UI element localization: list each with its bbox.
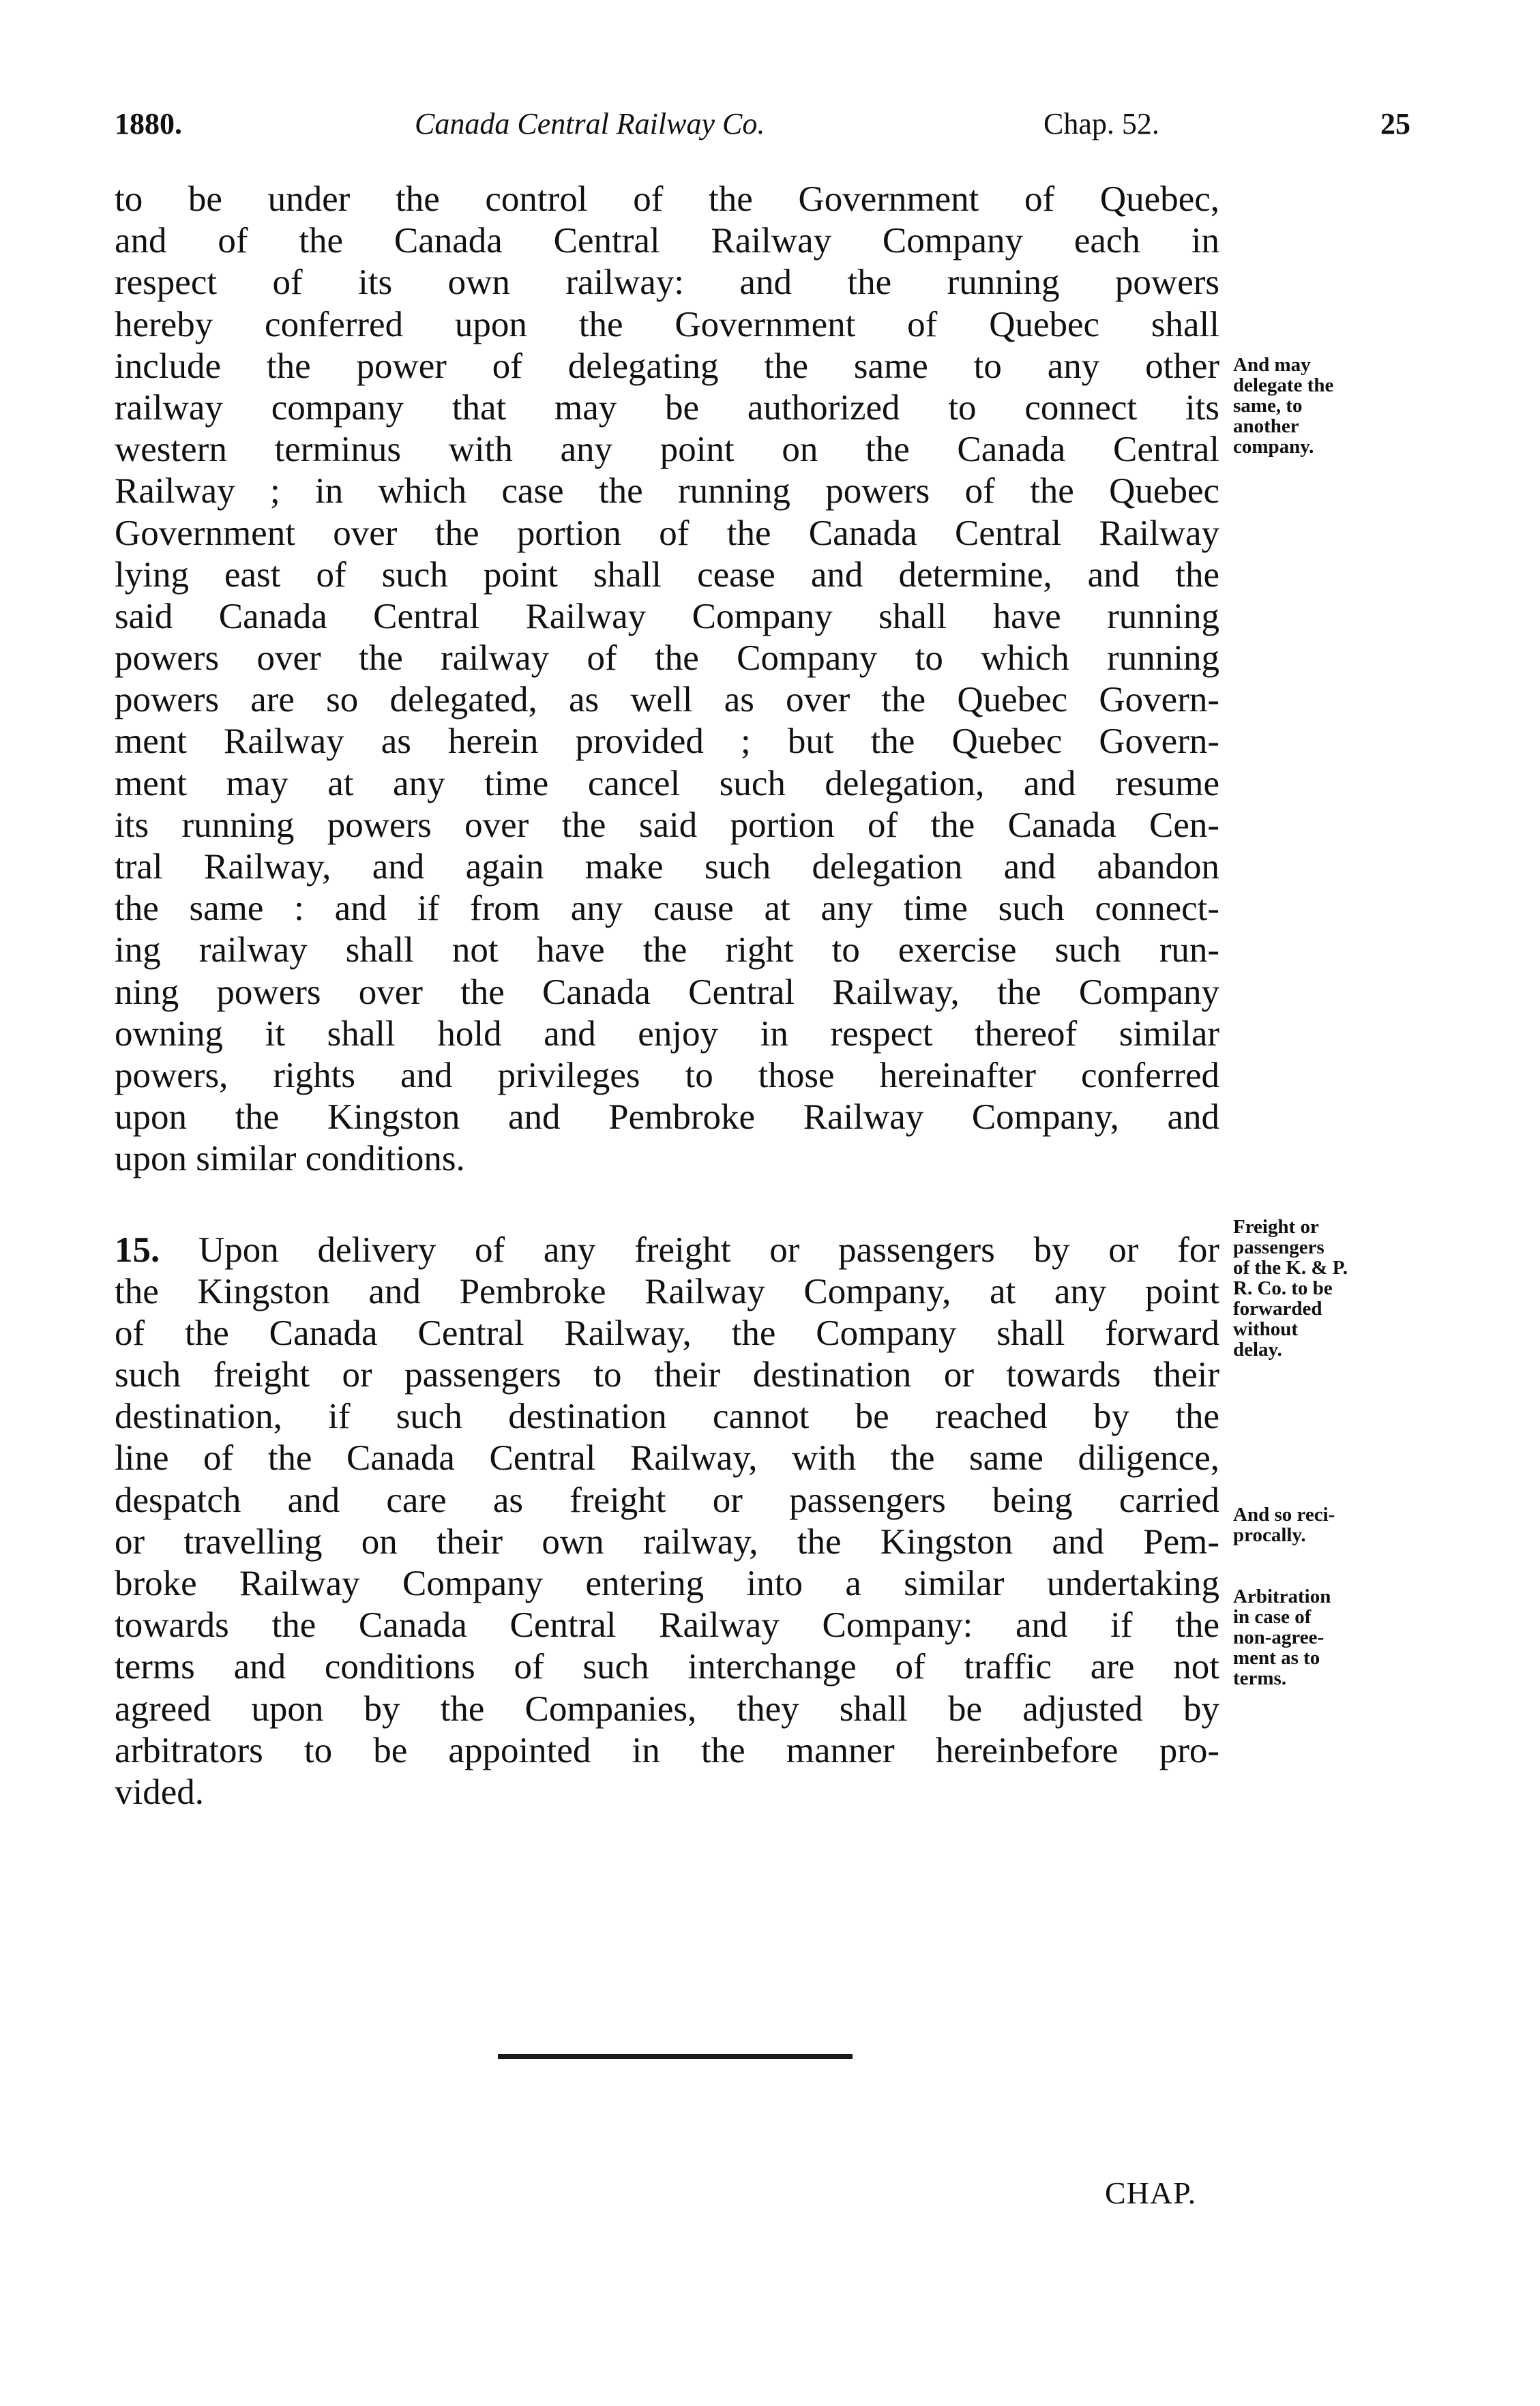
text-line: agreed upon by the Companies, they shall be adjusted by bbox=[115, 1689, 1219, 1729]
text-line: or travelling on their own railway, the Kingston and Pem- bbox=[115, 1521, 1219, 1562]
text-line: upon similar conditions. bbox=[115, 1139, 465, 1179]
section-15 bbox=[115, 1230, 1219, 1814]
text-line: the Kingston and Pembroke Railway Company, at any point bbox=[115, 1271, 1219, 1311]
section-gap bbox=[115, 1180, 1219, 1230]
text-line: vided. bbox=[115, 1772, 204, 1812]
text-line: arbitrators to be appointed in the manner hereinbefore pro- bbox=[115, 1730, 1219, 1770]
margin-note-reciprocally: And so reci- procally. bbox=[1233, 1504, 1335, 1546]
catchword: CHAP. bbox=[1105, 2175, 1197, 2210]
text-line: powers over the railway of the Company to which running bbox=[115, 638, 1219, 679]
running-head-year: 1880. bbox=[115, 107, 182, 140]
text-line: the same : and if from any cause at any time such connect- bbox=[115, 889, 1219, 929]
text-line: Government over the portion of the Canada Central Railway bbox=[115, 513, 1219, 553]
text-line: its running powers over the said portion of the Canada Cen- bbox=[115, 805, 1219, 845]
text-line: powers, rights and privileges to those hereinafter conferred bbox=[115, 1055, 1219, 1095]
text-line: of the Canada Central Railway, the Company shall forward bbox=[115, 1313, 1219, 1353]
text-line: towards the Canada Central Railway Company: and if the bbox=[115, 1605, 1219, 1646]
running-head-chapter: Chap. 52. bbox=[1043, 107, 1159, 140]
section-number: 15. bbox=[115, 1230, 160, 1270]
text-line: such freight or passengers to their destination or towards their bbox=[115, 1355, 1219, 1395]
text-line: lying east of such point shall cease and determine, and the bbox=[115, 554, 1219, 595]
text-line: tral Railway, and again make such delegation and abandon bbox=[115, 847, 1219, 887]
text-line: to be under the control of the Government of Quebec, bbox=[115, 179, 1219, 219]
text-line: said Canada Central Railway Company shall have running bbox=[115, 596, 1219, 636]
page-number: 25 bbox=[1380, 107, 1410, 140]
text-line: western terminus with any point on the Canada Central bbox=[115, 430, 1219, 470]
margin-note-freight: Freight or passengers of the K. & P. R. Co. to be forwarded without delay. bbox=[1233, 1216, 1348, 1361]
section-first-line-text: Upon delivery of any freight or passengers by or for bbox=[160, 1230, 1219, 1270]
text-line: ment may at any time cancel such delegation, and resume bbox=[115, 763, 1219, 803]
running-head-title: Canada Central Railway Co. bbox=[415, 107, 765, 140]
margin-note-arbitration: Arbitration in case of non-agree- ment as to terms. bbox=[1233, 1586, 1331, 1689]
margin-note-delegate: And may delegate the same, to another company. bbox=[1233, 354, 1334, 458]
paragraph-continuation bbox=[115, 179, 1219, 1180]
text-line: ment Railway as herein provided ; but the Quebec Govern- bbox=[115, 722, 1219, 762]
text-line: respect of its own railway: and the running powers bbox=[115, 263, 1219, 303]
text-line: railway company that may be authorized to connect its bbox=[115, 387, 1219, 428]
text-line: ning powers over the Canada Central Railway, the Company bbox=[115, 972, 1219, 1012]
text-line: line of the Canada Central Railway, with the same diligence, bbox=[115, 1438, 1219, 1479]
text-line: hereby conferred upon the Government of Quebec shall bbox=[115, 304, 1219, 344]
section-end-rule bbox=[498, 2054, 853, 2059]
running-head bbox=[115, 104, 1410, 145]
body-text bbox=[115, 179, 1219, 1813]
text-line: owning it shall hold and enjoy in respect thereof similar bbox=[115, 1013, 1219, 1054]
text-line: ing railway shall not have the right to exercise such run- bbox=[115, 930, 1219, 970]
text-line: include the power of delegating the same to any other bbox=[115, 346, 1219, 386]
text-line: and of the Canada Central Railway Company each in bbox=[115, 221, 1219, 261]
text-line: powers are so delegated, as well as over the Quebec Govern- bbox=[115, 680, 1219, 720]
text-line: despatch and care as freight or passengers being carried bbox=[115, 1480, 1219, 1520]
text-line: terms and conditions of such interchange of traffic are not bbox=[115, 1647, 1219, 1687]
text-line: Railway ; in which case the running powers of the Quebec bbox=[115, 471, 1219, 511]
text-line: broke Railway Company entering into a similar undertaking bbox=[115, 1564, 1219, 1603]
text-line: destination, if such destination cannot be reached by the bbox=[115, 1397, 1219, 1437]
section-first-line bbox=[115, 1230, 1219, 1271]
text-line: upon the Kingston and Pembroke Railway Company, and bbox=[115, 1097, 1219, 1138]
